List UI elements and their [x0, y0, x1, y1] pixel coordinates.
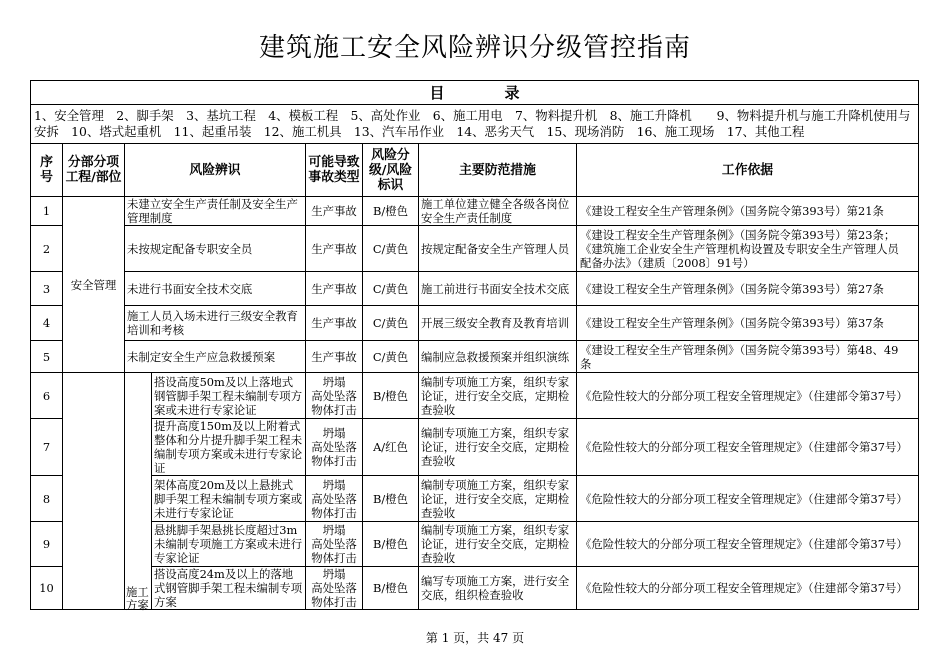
accident-type-line: 高处坠落	[311, 581, 357, 595]
prevention-measures: 编制专项施工方案，组织专家论证，进行安全交底，定期检查验收	[419, 373, 577, 419]
risk-level: B/橙色	[363, 567, 419, 610]
prevention-measures: 按规定配备安全生产管理人员	[419, 226, 577, 272]
accident-type-line: 物体打击	[311, 505, 357, 520]
row-number: 2	[31, 226, 63, 272]
table-row	[31, 306, 919, 341]
page-title: 建筑施工安全风险辨识分级管控指南	[258, 33, 691, 63]
accident-type-line: 物体打击	[311, 595, 357, 609]
risk-description: 未制定安全生产应急救援预案	[125, 341, 306, 373]
risk-description: 未建立安全生产责任制及安全生产管理制度	[125, 197, 306, 226]
accident-type: 生产事故	[306, 306, 363, 341]
section-scaffold-cell	[63, 373, 125, 610]
accident-type-line: 物体打击	[311, 454, 357, 468]
legal-basis: 《危险性较大的分部分项工程安全管理规定》（住建部令第37号）	[577, 373, 919, 419]
header-basis: 工作依据	[577, 144, 919, 197]
risk-description: 悬挑脚手架悬挑长度超过3m未编制专项施工方案或未进行专家论证	[152, 522, 306, 567]
prevention-measures: 编制专项施工方案，组织专家论证，进行安全交底，定期检查验收	[419, 476, 577, 522]
accident-type-line: 坍塌	[322, 374, 346, 389]
accident-type	[306, 476, 363, 522]
toc-heading-row	[31, 81, 919, 105]
risk-description: 施工人员入场未进行三级安全教育培训和考核	[125, 306, 306, 341]
header-measures: 主要防范措施	[419, 144, 577, 197]
header-section: 分部分项工程/部位	[63, 144, 125, 197]
header-level: 风险分级/风险标识	[363, 144, 419, 197]
accident-type-line: 坍塌	[322, 567, 346, 581]
legal-basis: 《建设工程安全生产管理条例》（国务院令第393号）第21条	[577, 197, 919, 226]
prevention-measures: 编制应急救援预案并组织演练	[419, 341, 577, 373]
row-number: 5	[31, 341, 63, 373]
header-no: 序号	[31, 144, 63, 197]
accident-type-line: 高处坠落	[311, 491, 357, 506]
risk-level: A/红色	[363, 419, 419, 476]
row-number: 8	[31, 476, 63, 522]
risk-level: B/橙色	[363, 476, 419, 522]
risk-level: B/橙色	[363, 522, 419, 567]
risk-description: 提升高度150m及以上附着式整体和分片提升脚手架工程未编制专项方案或未进行专家论证	[152, 419, 306, 476]
table-row	[31, 522, 919, 567]
row-number: 1	[31, 197, 63, 226]
risk-level: B/橙色	[363, 197, 419, 226]
accident-type	[306, 567, 363, 610]
row-number: 3	[31, 272, 63, 306]
toc-items: 1、安全管理 2、脚手架 3、基坑工程 4、模板工程 5、高处作业 6、施工用电 7、物料提升机 8、施工升降机 9、物料提升机与施工升降机使用与安拆 10、塔式起重机 11、起重吊装 12、施工机具 13、汽车吊作业 14、恶劣天气 15、现场消防 16、施工现场 17、其他工程	[31, 105, 919, 144]
legal-basis: 《危险性较大的分部分项工程安全管理规定》（住建部令第37号）	[577, 522, 919, 567]
prevention-measures: 编制专项施工方案，组织专家论证，进行安全交底，定期检查验收	[419, 522, 577, 567]
risk-level: C/黄色	[363, 226, 419, 272]
page-footer: 第 1 页，共 47 页	[425, 631, 525, 645]
risk-level: C/黄色	[363, 341, 419, 373]
accident-type	[306, 373, 363, 419]
risk-description: 未按规定配备专职安全员	[125, 226, 306, 272]
table-row	[31, 226, 919, 272]
legal-basis: 《建设工程安全生产管理条例》（国务院令第393号）第37条	[577, 306, 919, 341]
table-row	[31, 419, 919, 476]
legal-basis: 《建设工程安全生产管理条例》（国务院令第393号）第48、49条	[577, 341, 919, 373]
accident-type	[306, 522, 363, 567]
construction-plan-label: 施工方案	[126, 585, 149, 612]
prevention-measures: 施工单位建立健全各级各岗位安全生产责任制度	[419, 197, 577, 226]
row-number: 10	[31, 567, 63, 610]
accident-type: 生产事故	[306, 272, 363, 306]
table-row	[31, 341, 919, 373]
table-row	[31, 373, 919, 419]
accident-type-line: 高处坠落	[311, 388, 357, 403]
row-number: 7	[31, 419, 63, 476]
legal-basis: 《危险性较大的分部分项工程安全管理规定》（住建部令第37号）	[577, 476, 919, 522]
accident-type-line: 物体打击	[311, 402, 357, 417]
legal-basis: 《危险性较大的分部分项工程安全管理规定》（住建部令第37号）	[577, 567, 919, 610]
toc-row	[31, 105, 919, 144]
accident-type: 生产事故	[306, 197, 363, 226]
accident-type-line: 坍塌	[322, 523, 346, 537]
prevention-measures: 编制专项施工方案，组织专家论证，进行安全交底，定期检查验收	[419, 419, 577, 476]
table-row	[31, 476, 919, 522]
accident-type	[306, 419, 363, 476]
risk-level: C/黄色	[363, 306, 419, 341]
section-safety-management: 安全管理	[63, 197, 125, 373]
accident-type-line: 高处坠落	[311, 537, 357, 551]
accident-type-line: 物体打击	[311, 551, 357, 565]
table-row	[31, 197, 919, 226]
toc-heading: 目 录	[31, 81, 919, 105]
accident-type-line: 坍塌	[322, 426, 346, 440]
prevention-measures: 编写专项施工方案，进行安全交底，组织检查验收	[419, 567, 577, 610]
risk-level: C/黄色	[363, 272, 419, 306]
table-row	[31, 567, 919, 610]
accident-type-line: 高处坠落	[311, 440, 357, 454]
accident-type: 生产事故	[306, 341, 363, 373]
prevention-measures: 施工前进行书面安全技术交底	[419, 272, 577, 306]
header-risk: 风险辨识	[125, 144, 306, 197]
row-number: 6	[31, 373, 63, 419]
legal-basis: 《建设工程安全生产管理条例》（国务院令第393号）第27条	[577, 272, 919, 306]
risk-description: 搭设高度24m及以上的落地式钢管脚手架工程未编制专项方案	[152, 567, 306, 610]
header-row	[31, 144, 919, 197]
legal-basis: 《危险性较大的分部分项工程安全管理规定》（住建部令第37号）	[577, 419, 919, 476]
risk-description: 未进行书面安全技术交底	[125, 272, 306, 306]
row-number: 9	[31, 522, 63, 567]
risk-description: 搭设高度50m及以上落地式钢管脚手架工程未编制专项方案或未进行专家论证	[152, 373, 306, 419]
header-accident: 可能导致事故类型	[306, 144, 363, 197]
table-row	[31, 272, 919, 306]
row-number: 4	[31, 306, 63, 341]
risk-description: 架体高度20m及以上悬挑式脚手架工程未编制专项方案或未进行专家论证	[152, 476, 306, 522]
plan-subsection-cell	[125, 373, 152, 610]
risk-level: B/橙色	[363, 373, 419, 419]
legal-basis: 《建设工程安全生产管理条例》（国务院令第393号）第23条；《建筑施工企业安全生产管理机构设置及专职安全生产管理人员配备办法》（建质〔2008〕91号）	[577, 226, 919, 272]
prevention-measures: 开展三级安全教育及教育培训	[419, 306, 577, 341]
accident-type-line: 坍塌	[322, 477, 346, 492]
risk-table	[30, 80, 919, 610]
accident-type: 生产事故	[306, 226, 363, 272]
